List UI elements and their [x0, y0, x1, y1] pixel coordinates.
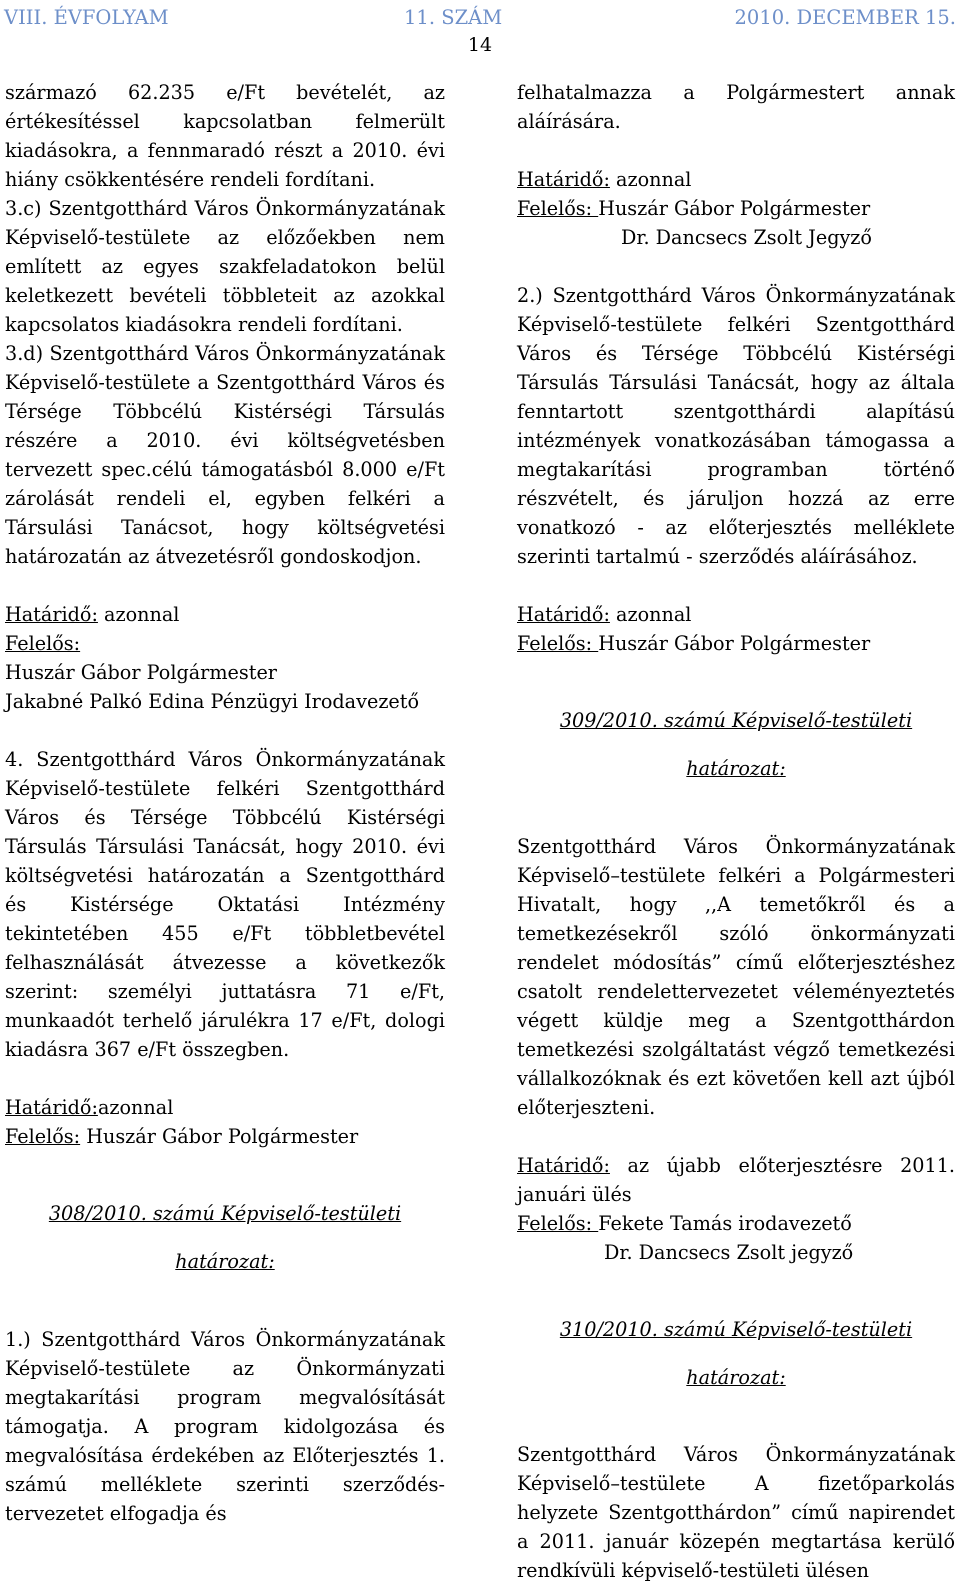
- deadline-value: az újabb előterjesztésre 2011. januári ülés: [517, 1153, 955, 1206]
- deadline-label: Határidő:: [5, 1096, 98, 1119]
- deadline-value: azonnal: [609, 168, 692, 191]
- responsible-person-1: Huszár Gábor Polgármester: [5, 661, 277, 684]
- page-number: 14: [467, 34, 493, 56]
- deadline-label: Határidő:: [5, 603, 98, 626]
- responsible-label: Felelős:: [517, 632, 599, 655]
- deadline-value: azonnal: [97, 1096, 174, 1119]
- responsible-value: Fekete Tamás irodavezető: [598, 1211, 852, 1235]
- deadline-value: azonnal: [97, 603, 180, 626]
- deadline-label: Határidő:: [517, 1153, 610, 1177]
- resolution-heading-309-sub: határozat:: [686, 757, 786, 781]
- responsible-label: Felelős:: [517, 197, 599, 220]
- deadline-line: [5, 600, 445, 629]
- deadline-label: Határidő:: [517, 603, 610, 626]
- responsible-value: Huszár Gábor Polgármester: [598, 632, 871, 655]
- responsible-extra: Dr. Dancsecs Zsolt jegyző: [604, 1240, 854, 1264]
- responsible-label: Felelős:: [517, 1211, 599, 1235]
- resolution-heading-310-sub: határozat:: [686, 1365, 786, 1389]
- responsible-value: Huszár Gábor Polgármester: [80, 1125, 359, 1148]
- resolution-heading-308-sub: határozat:: [175, 1250, 275, 1274]
- paragraph-3d: 3.d) Szentgotthárd Város Önkormányzatának Képviselő-testülete a Szentgotthárd Város és Térsége Többcélú Kistérségi Társulás részére a 2010. évi költségvetésben tervezett spec.célú támogatásból 8.000 e/Ft zárolását rendeli el, egyben felkéri a Társulási Tanácsot, hogy költségvetési határozatán az átvezetésről gondoskodjon.: [5, 342, 445, 568]
- responsible-label: Felelős:: [5, 632, 81, 655]
- deadline-line: [517, 1151, 955, 1209]
- responsible-line: [5, 629, 445, 658]
- resolution-heading-308: 308/2010. számú Képviselő-testületi: [48, 1202, 402, 1226]
- paragraph-310: Szentgotthárd Város Önkormányzatának Képviselő–testülete A fizetőparkolás helyzete Szentgotthárdon” című napirendet a 2011. január közepén megtartása kerülő rendkívüli képviselő-testületi ülésen: [517, 1443, 955, 1583]
- responsible-line: [517, 194, 955, 223]
- header-volume: VIII. ÉVFOLYAM: [4, 6, 169, 29]
- responsible-person-2: Jakabné Palkó Edina Pénzügyi Irodavezető: [5, 690, 420, 713]
- header-issue: 11. SZÁM: [404, 6, 503, 29]
- resolution-heading-310: 310/2010. számú Képviselő-testületi: [559, 1317, 913, 1341]
- paragraph-3c: 3.c) Szentgotthárd Város Önkormányzatának Képviselő-testülete az előzőekben nem említett az egyes szakfeladatokon belül keletkezett bevételi többleteit az azokkal kapcsolatos kiadásokra rendeli fordítani.: [5, 197, 445, 336]
- paragraph-4: 4. Szentgotthárd Város Önkormányzatának Képviselő-testülete felkéri Szentgotthárd Város és Térsége Többcélú Kistérségi Társulás Társulási Tanácsát, hogy 2010. évi költségvetési határozatán a Szentgotthárd és Kistérsége Oktatási Intézmény tekintetében 455 e/Ft többletbevétel felhasználását átvezesse a következők szerint: személyi juttatásra 71 e/Ft, munkaadót terhelő járulékra 17 e/Ft, dologi kiadásra 367 e/Ft összegben.: [5, 748, 445, 1061]
- paragraph-308-2: 2.) Szentgotthárd Város Önkormányzatának Képviselő-testülete felkéri Szentgotthárd Város és Térsége Többcélú Kistérségi Társulás Társulási Tanácsát, hogy az általa fenntartott szentgotthárdi alapítású intézmények vonatkozásában támogassa a megtakarítási programban történő részvételt, és járuljon hozzá az erre vonatkozó - az előterjesztés melléklete szerinti tartalmú - szerződés aláírásához.: [517, 284, 955, 568]
- responsible-value: Huszár Gábor Polgármester: [598, 197, 871, 220]
- responsible-line: [517, 629, 955, 658]
- deadline-line: [517, 165, 955, 194]
- paragraph-revenue: származó 62.235 e/Ft bevételét, az értékesítéssel kapcsolatban felmerült kiadásokra, a fennmaradó részt a 2010. évi hiány csökkentésére rendeli fordítani.: [5, 81, 445, 191]
- running-header: [4, 5, 956, 31]
- responsible-extra: Dr. Dancsecs Zsolt Jegyző: [621, 226, 872, 249]
- right-column: [517, 78, 955, 1585]
- responsible-label: Felelős:: [5, 1125, 81, 1148]
- resolution-heading-309: 309/2010. számú Képviselő-testületi: [559, 709, 913, 733]
- deadline-line: [517, 600, 955, 629]
- paragraph-authorize: felhatalmazza a Polgármestert annak aláírására.: [517, 81, 955, 133]
- left-column: [5, 78, 445, 1528]
- paragraph-309: Szentgotthárd Város Önkormányzatának Képviselő–testülete felkéri a Polgármesteri Hivatalt, hogy ,,A temetőkről és a temetkezésekről szóló önkormányzati rendelet módosítás” című előterjesztéshez csatolt rendelettervezetet véleményeztetés végett küldje meg a Szentgotthárdon temetkezési szolgáltatást végző temetkezési vállalkozóknak és ezt követően kell azt újból előterjeszteni.: [517, 834, 955, 1119]
- header-date: 2010. DECEMBER 15.: [734, 6, 956, 29]
- deadline-value: azonnal: [609, 603, 692, 626]
- paragraph-308-1: 1.) Szentgotthárd Város Önkormányzatának Képviselő-testülete az Önkormányzati megtakarítási program megvalósítását támogatja. A program kidolgozása és megvalósítása érdekében az Előterjesztés 1. számú melléklete szerinti szerződés-tervezetet elfogadja és: [5, 1327, 445, 1525]
- responsible-line: [5, 1122, 445, 1151]
- deadline-label: Határidő:: [517, 168, 610, 191]
- deadline-line: [5, 1093, 445, 1122]
- responsible-line: [517, 1209, 955, 1238]
